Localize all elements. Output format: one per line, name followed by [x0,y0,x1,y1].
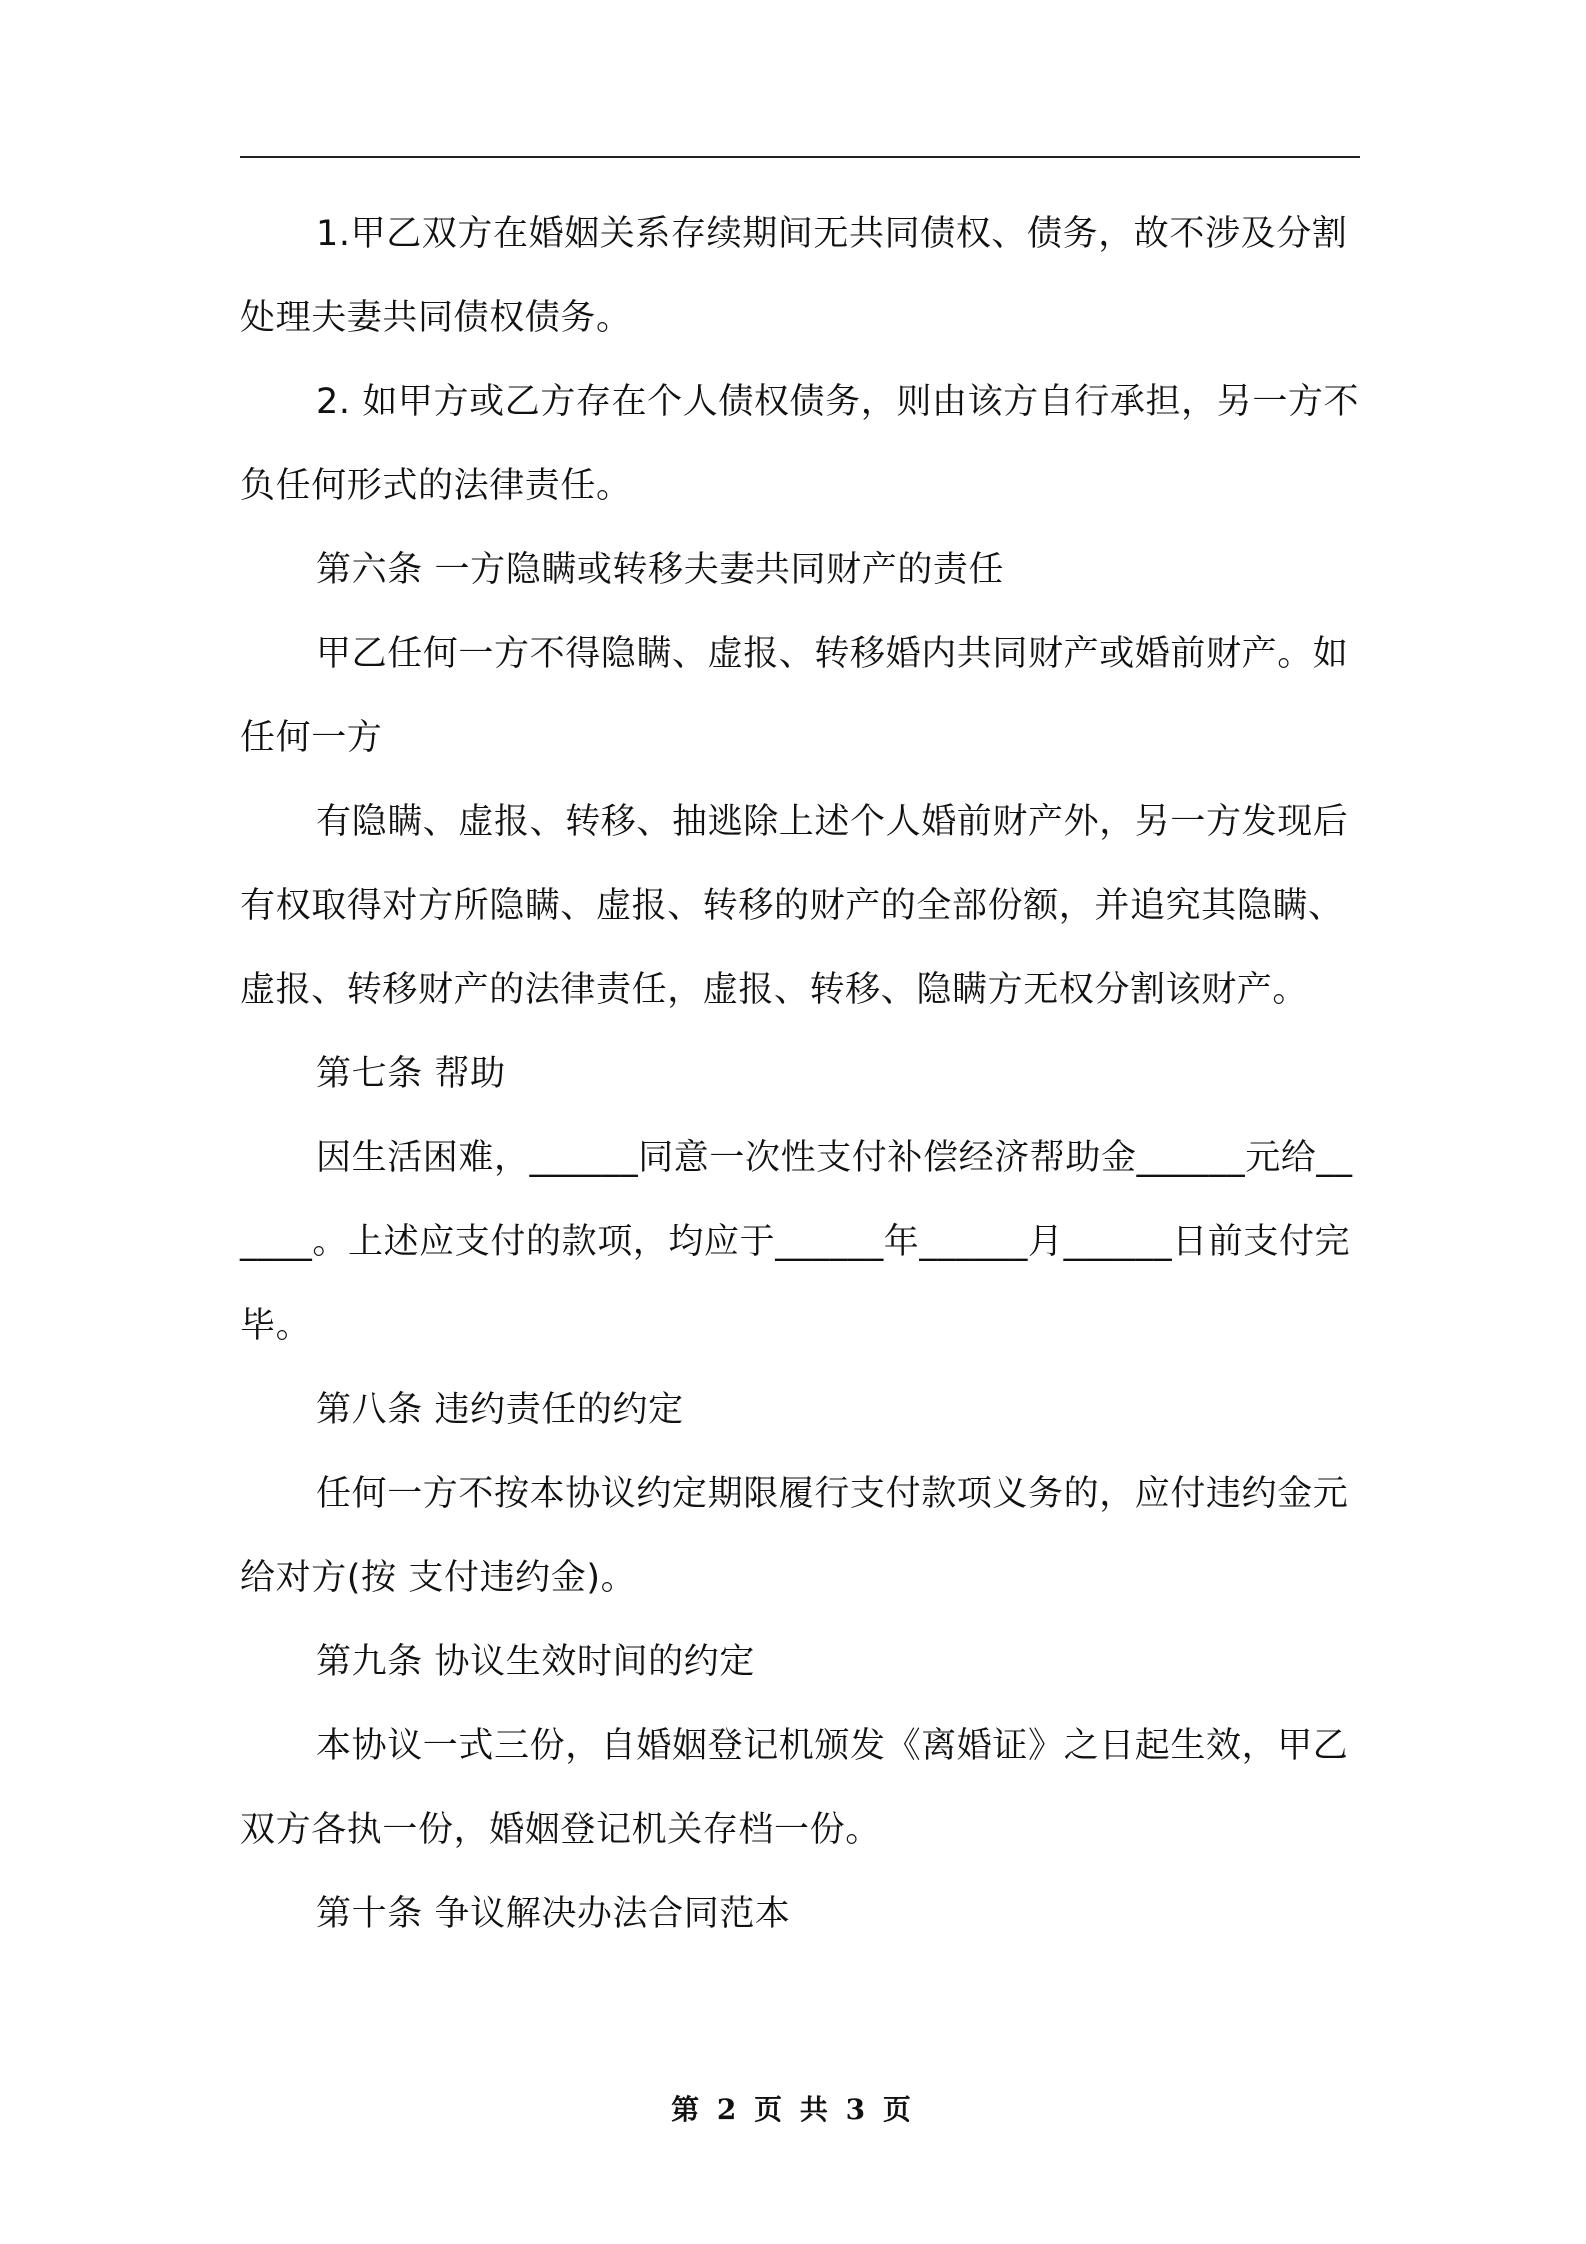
article-7-heading: 第七条 帮助 [316,1054,506,1094]
article-6-heading: 第六条 一方隐瞒或转移夫妻共同财产的责任 [316,550,1005,590]
document-body [240,192,1360,1956]
paragraph-debt-clause-2: 2. 如甲方或乙方存在个人债权债务，则由该方自行承担，另一方不负任何形式的法律责任。 [240,382,1360,506]
header-rule [240,156,1360,158]
paragraph-article-9: 本协议一式三份，自婚姻登记机颁发《离婚证》之日起生效，甲乙双方各执一份，婚姻登记机关存档一份。 [240,1726,1349,1850]
article-10-heading: 第十条 争议解决办法合同范本 [316,1894,791,1934]
paragraph-debt-clause-1: 1.甲乙双方在婚姻关系存续期间无共同债权、债务，故不涉及分割处理夫妻共同债权债务。 [240,214,1348,338]
article-9-heading: 第九条 协议生效时间的约定 [316,1642,755,1682]
paragraph-article-7: 因生活困难，______同意一次性支付补偿经济帮助金______元给______。上述应支付的款项，均应于______年______月______日前支付完毕。 [240,1138,1353,1346]
page-number-footer: 第 2 页 共 3 页 [671,2093,915,2126]
article-8-heading: 第八条 违约责任的约定 [316,1390,684,1430]
paragraph-article-6-b: 有隐瞒、虚报、转移、抽逃除上述个人婚前财产外，另一方发现后有权取得对方所隐瞒、虚报、转移的财产的全部份额，并追究其隐瞒、虚报、转移财产的法律责任，虚报、转移、隐瞒方无权分割该财产。 [240,802,1349,1010]
paragraph-article-8: 任何一方不按本协议约定期限履行支付款项义务的，应付违约金元给对方(按 支付违约金)。 [240,1474,1349,1598]
paragraph-article-6-a: 甲乙任何一方不得隐瞒、虚报、转移婚内共同财产或婚前财产。如任何一方 [240,634,1349,758]
